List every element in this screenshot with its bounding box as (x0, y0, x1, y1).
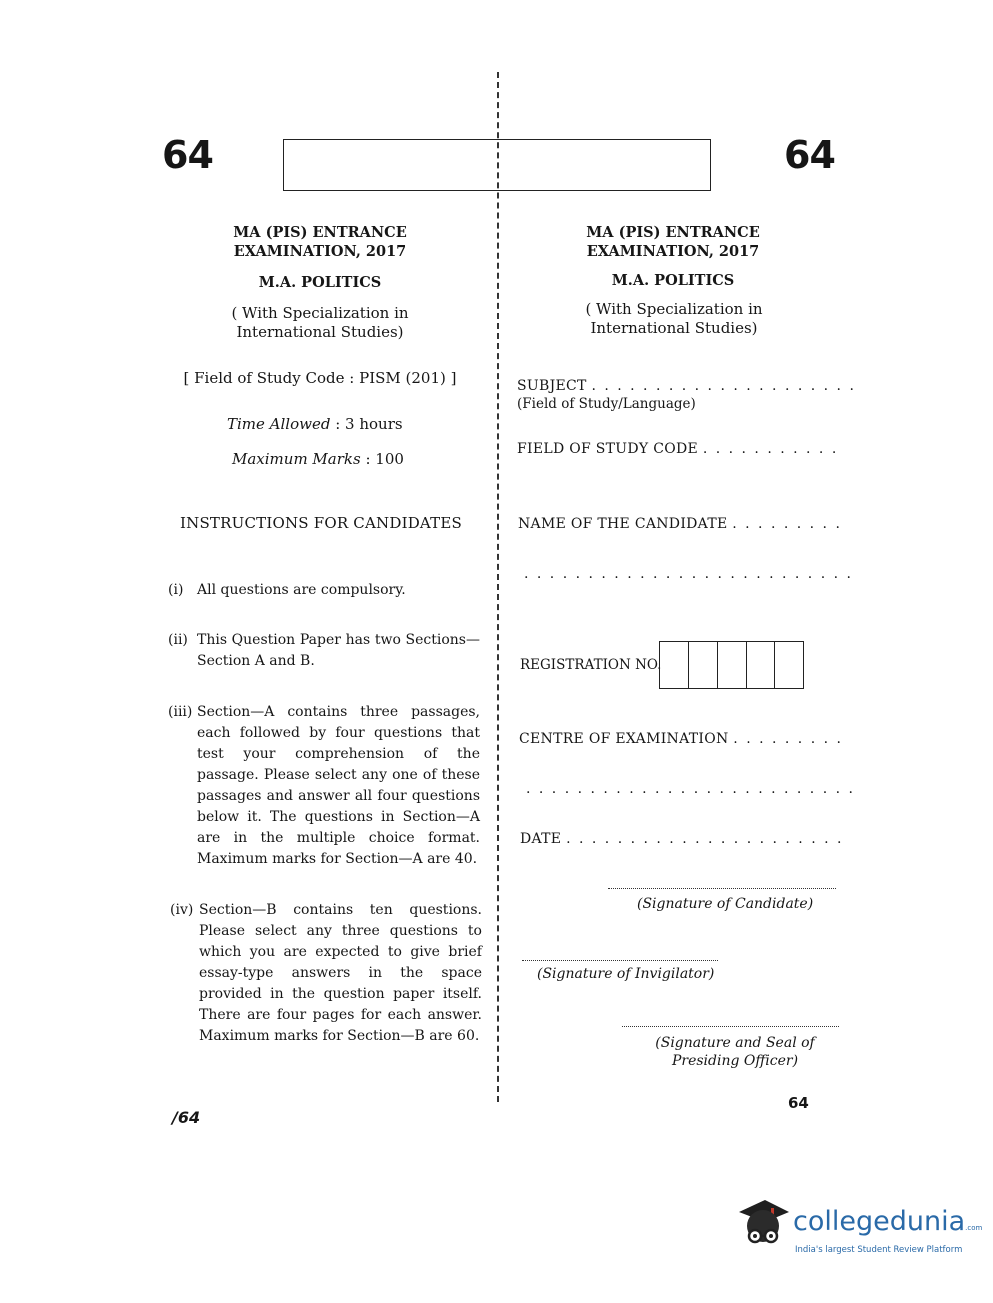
left-subject: M.A. POLITICS (258, 274, 382, 291)
subject-field (517, 378, 856, 394)
instruction-number: (i) (168, 582, 184, 598)
brand-com: .com (965, 1224, 983, 1232)
instruction-text: Section—A contains three passages, each followed by four questions that test your comprehension of the passage. Please select any one of these passages and answer all four questions below it. The questions in Section—A are in the multiple choice format. Maximum marks for Section—A are 40. (197, 704, 480, 867)
centre-label: CENTRE OF EXAMINATION (519, 731, 729, 747)
right-subject: M.A. POLITICS (611, 272, 735, 289)
left-footer-code: /64 (172, 1108, 201, 1127)
left-specialization (190, 304, 450, 342)
centre-dotted-line[interactable]: . . . . . . . . . (733, 731, 843, 747)
registration-box-divider (774, 642, 775, 688)
instructions-heading: INSTRUCTIONS FOR CANDIDATES (180, 514, 462, 532)
left-spec-line2: International Studies) (236, 323, 404, 341)
registration-box-divider (688, 642, 689, 688)
instruction-item (168, 630, 480, 674)
instruction-item (170, 900, 482, 1050)
left-exam-title-line2: EXAMINATION, 2017 (233, 243, 407, 260)
candidate-name-label: NAME OF THE CANDIDATE (518, 516, 728, 532)
registration-box-divider (717, 642, 718, 688)
date-field (520, 831, 844, 847)
tear-line-divider (497, 72, 499, 1102)
candidate-signature-caption: (Signature of Candidate) (637, 896, 814, 912)
right-specialization (544, 300, 804, 338)
registration-label: REGISTRATION NO. (520, 657, 662, 673)
time-allowed-label: Time Allowed (227, 415, 331, 433)
subject-dotted-line[interactable]: . . . . . . . . . . . . . . . . . . . . . (591, 378, 856, 394)
candidate-name-field (518, 516, 842, 532)
invigilator-signature-line[interactable] (522, 960, 718, 961)
instruction-text: Section—B contains ten questions. Please select any three questions to which you are expected to give brief essay-type answers in the space provided in the question paper itself. There are four pages for each answer. Maximum marks for Section—B are 60. (199, 902, 482, 1044)
candidate-signature-line[interactable] (608, 888, 836, 889)
right-exam-title-line1: MA (PIS) ENTRANCE (586, 224, 760, 241)
left-field-code: [ Field of Study Code : PISM (201) ] (183, 369, 457, 387)
instruction-number: (iii) (168, 704, 193, 720)
date-label: DATE (520, 831, 562, 847)
maximum-marks (232, 450, 404, 468)
subject-label: SUBJECT (517, 378, 587, 394)
brand-name: collegedunia (793, 1206, 966, 1237)
centre-dotted-line-2[interactable]: . . . . . . . . . . . . . . . . . . . . . . . . . . (526, 781, 855, 797)
right-exam-title (553, 223, 793, 261)
collegedunia-tagline: India's largest Student Review Platform (795, 1245, 963, 1255)
right-spec-line1: ( With Specialization in (585, 300, 763, 318)
collegedunia-logo-icon (735, 1196, 791, 1256)
right-footer-code: 64 (788, 1094, 809, 1112)
instruction-item (168, 580, 480, 602)
field-code-field (517, 441, 839, 457)
date-dotted-line[interactable]: . . . . . . . . . . . . . . . . . . . . . . (566, 831, 844, 847)
centre-field (519, 731, 843, 747)
booklet-code-right: 64 (784, 133, 835, 177)
candidate-name-dotted-line[interactable]: . . . . . . . . . (732, 516, 842, 532)
instruction-text: All questions are compulsory. (197, 582, 406, 598)
subject-sub-label: (Field of Study/Language) (517, 396, 696, 412)
registration-box-divider (746, 642, 747, 688)
time-allowed (227, 415, 403, 433)
left-spec-line1: ( With Specialization in (231, 304, 409, 322)
maximum-marks-label: Maximum Marks (232, 450, 361, 468)
officer-signature-caption-line2: Presiding Officer) (671, 1053, 799, 1069)
right-exam-title-line2: EXAMINATION, 2017 (586, 243, 760, 260)
officer-signature-line[interactable] (622, 1026, 839, 1027)
field-code-label: FIELD OF STUDY CODE (517, 441, 699, 457)
instruction-number: (iv) (170, 902, 194, 918)
invigilator-signature-caption: (Signature of Invigilator) (537, 966, 715, 982)
officer-signature-caption-line1: (Signature and Seal of (655, 1035, 815, 1051)
candidate-name-dotted-line-2[interactable]: . . . . . . . . . . . . . . . . . . . . . . . . . . (524, 566, 853, 582)
field-code-dotted-line[interactable]: . . . . . . . . . . . (702, 441, 839, 457)
instruction-item (168, 702, 480, 872)
instruction-number: (ii) (168, 632, 188, 648)
maximum-marks-value: : 100 (365, 450, 404, 468)
time-allowed-value: : 3 hours (335, 415, 403, 433)
left-exam-title (200, 223, 440, 261)
right-spec-line2: International Studies) (590, 319, 758, 337)
registration-number-boxes[interactable] (659, 641, 804, 689)
officer-signature-caption (640, 1034, 830, 1070)
left-exam-title-line1: MA (PIS) ENTRANCE (233, 224, 407, 241)
collegedunia-brand (793, 1206, 982, 1237)
instruction-text: This Question Paper has two Sections—Section A and B. (197, 632, 480, 669)
booklet-code-left: 64 (162, 133, 213, 177)
